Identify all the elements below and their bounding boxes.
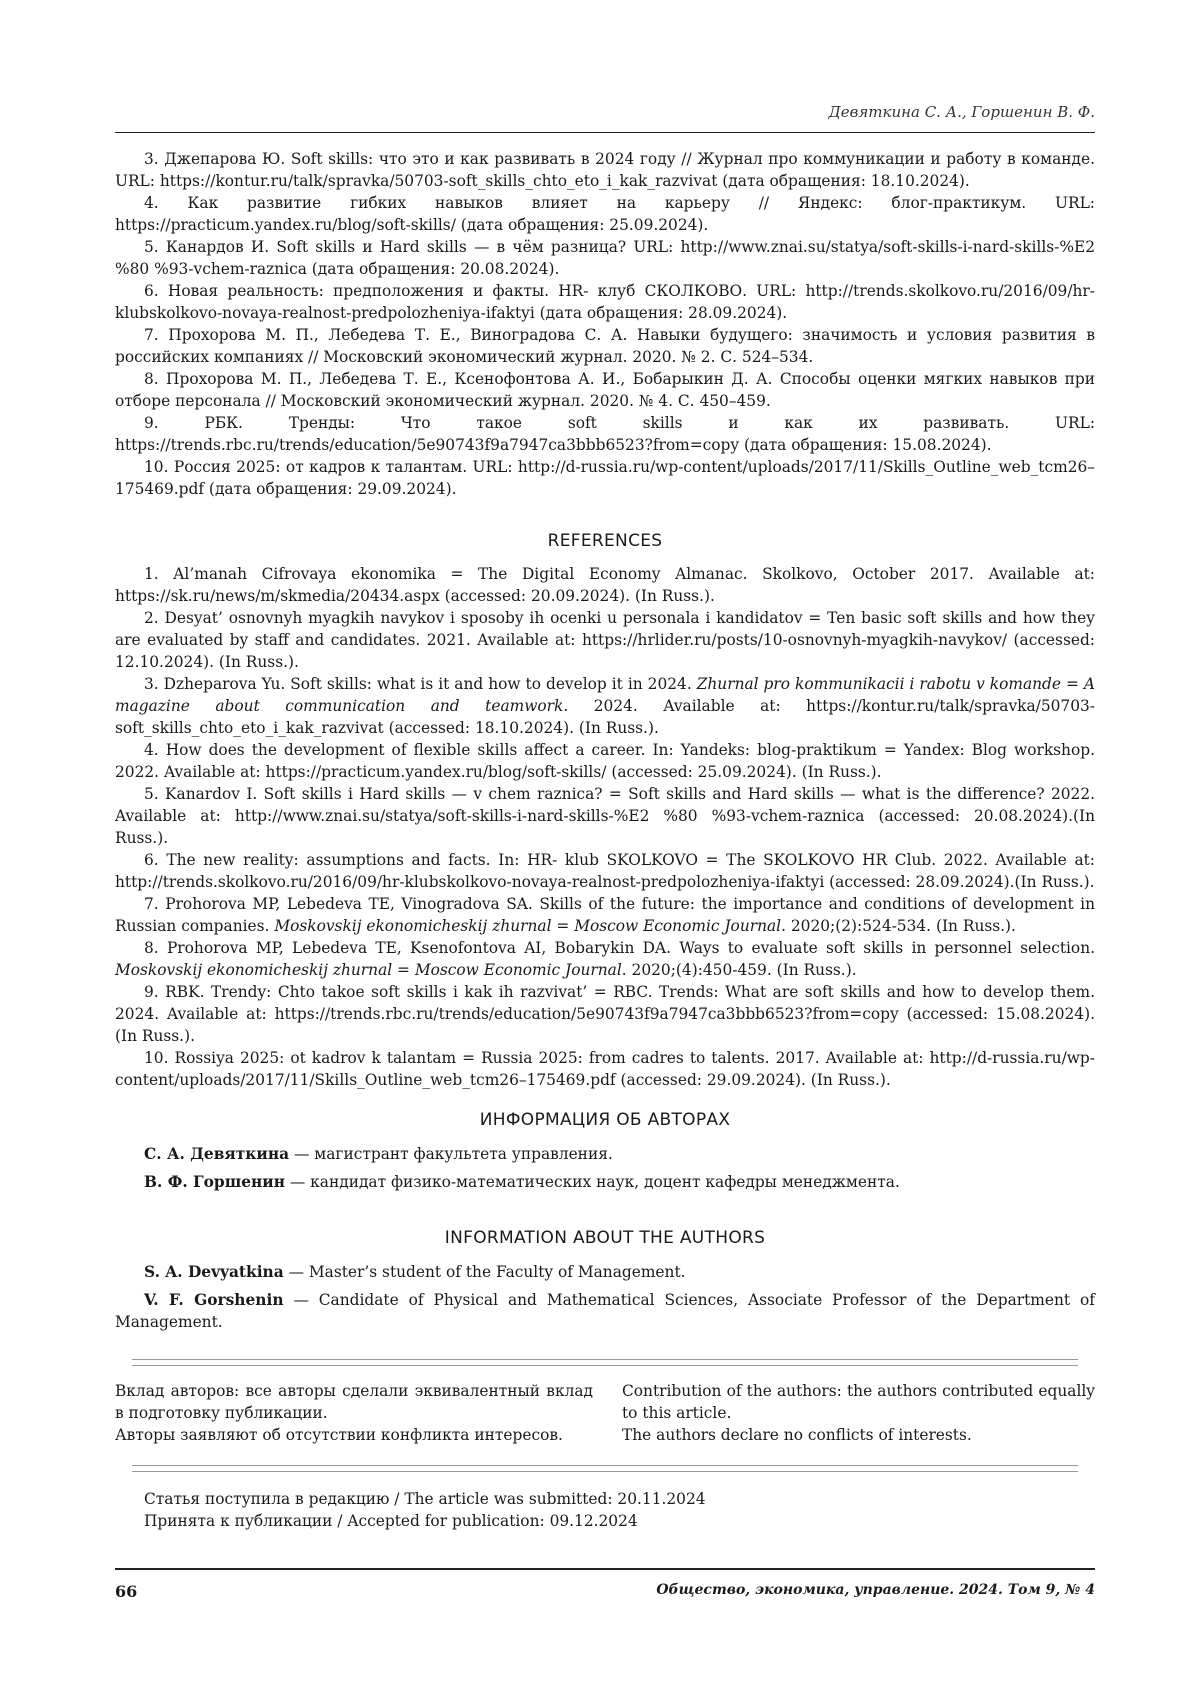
submitted-date: Статья поступила в редакцию / The article was submitted: 20.11.2024: [144, 1490, 706, 1508]
authors-en: [115, 1261, 1095, 1339]
footer-rule: [115, 1568, 1095, 1570]
contribution-en: [622, 1380, 1095, 1446]
contribution-ru-text: Вклад авторов: все авторы сделали эквивалентный вклад в подготовку публикации.: [115, 1382, 593, 1422]
reference-ru-item: 10. Россия 2025: от кадров к талантам. URL: http://d-russia.ru/wp-content/uploads/2017/11/Skills_Outline_web_tcm26–175469.pdf (дата обращения: 29.09.2024).: [115, 458, 1095, 498]
references-en: [115, 563, 1095, 1091]
journal-title: Общество, экономика, управление. 2024. Том 9, № 4: [656, 1582, 1095, 1598]
conflict-en-text: The authors declare no conflicts of interests.: [622, 1426, 972, 1444]
reference-ru-item: 7. Прохорова М. П., Лебедева Т. Е., Виноградова С. А. Навыки будущего: значимость и условия развития в российских компаниях // Московский экономический журнал. 2020. № 2. С. 524–534.: [115, 326, 1095, 366]
contribution-ru: [115, 1380, 593, 1446]
reference-ru-item: 9. РБК. Тренды: Что такое soft skills и как их развивать. URL: https://trends.rbc.ru/trends/education/5e90743f9a7947ca3bbb6523?from=copy (дата обращения: 15.08.2024).: [115, 414, 1095, 454]
reference-ru-item: 8. Прохорова М. П., Лебедева Т. Е., Ксенофонтова А. И., Бобарыкин Д. А. Способы оценки мягких навыков при отборе персонала // Московский экономический журнал. 2020. № 4. С. 450–459.: [115, 370, 1095, 410]
authors-ru-title: ИНФОРМАЦИЯ ОБ АВТОРАХ: [479, 1110, 731, 1130]
author-ru-item: С. А. Девяткина — магистрант факультета управления.: [144, 1145, 613, 1163]
running-head: Девяткина С. А., Горшенин В. Ф.: [828, 103, 1095, 121]
conflict-ru-text: Авторы заявляют об отсутствии конфликта интересов.: [115, 1426, 563, 1444]
reference-ru-item: 6. Новая реальность: предположения и факты. HR- клуб СКОЛКОВО. URL: http://trends.skolkovo.ru/2016/09/hr-klubskolkovo-novaya-realnost-predpolozheniya-ifaktyi (дата обращения: 28.09.2024).: [115, 282, 1095, 322]
references-title: REFERENCES: [547, 531, 663, 551]
reference-en-item: 3. Dzheparova Yu. Soft skills: what is it and how to develop it in 2024. Zhurnal pro kommunikacii i rabotu v komande = A magazine about communication and teamwork. 2024. Available at: https://kontur.ru/talk/spravka/50703-soft_skills_chto_eto_i_kak_razvivat (accessed: 18.10.2024). (In Russ.).: [115, 675, 1095, 737]
reference-ru-item: 5. Канардов И. Soft skills и Hard skills — в чём разница? URL: http://www.znai.su/statya/soft-skills-i-nard-skills-%E2 %80 %93-vchem-raznica (дата обращения: 20.08.2024).: [115, 238, 1095, 278]
authors-ru: [115, 1143, 1095, 1199]
reference-en-item: 5. Kanardov I. Soft skills i Hard skills — v chem raznica? = Soft skills and Hard skills — what is the difference? 2022. Available at: http://www.znai.su/statya/soft-skills-i-nard-skills-%E2 %80 %93-vchem-raznica (accessed: 20.08.2024).(In Russ.).: [115, 785, 1095, 847]
header-rule: [115, 132, 1095, 133]
reference-ru-item: 4. Как развитие гибких навыков влияет на карьеру // Яндекс: блог-практикум. URL: https://practicum.yandex.ru/blog/soft-skills/ (дата обращения: 25.09.2024).: [115, 194, 1095, 234]
reference-en-item: 9. RBK. Trendy: Chto takoe soft skills i kak ih razvivat’ = RBC. Trends: What are soft skills and how to develop them. 2024. Available at: https://trends.rbc.ru/trends/education/5e90743f9a7947ca3bbb6523?from=copy (accessed: 15.08.2024). (In Russ.).: [115, 983, 1095, 1045]
divider: [132, 1465, 1078, 1472]
author-ru-item: В. Ф. Горшенин — кандидат физико-математических наук, доцент кафедры менеджмента.: [144, 1173, 900, 1191]
contribution-en-text: Contribution of the authors: the authors contributed equally to this article.: [622, 1382, 1095, 1422]
authors-en-title: INFORMATION ABOUT THE AUTHORS: [444, 1228, 766, 1248]
reference-en-item: 6. The new reality: assumptions and facts. In: HR- klub SKOLKOVO = The SKOLKOVO HR Club. 2022. Available at: http://trends.skolkovo.ru/2016/09/hr-klubskolkovo-novaya-realnost-predpolozheniya-ifaktyi (accessed: 28.09.2024).(In Russ.).: [115, 851, 1095, 891]
reference-en-item: 2. Desyat’ osnovnyh myagkih navykov i sposoby ih ocenki u personala i kandidatov = Ten basic soft skills and how they are evaluated by staff and candidates. 2021. Available at: https://hrlider.ru/posts/10-osnovnyh-myagkih-navykov/ (accessed: 12.10.2024). (In Russ.).: [115, 609, 1095, 671]
article-dates: [144, 1488, 706, 1532]
author-en-item: V. F. Gorshenin — Candidate of Physical and Mathematical Sciences, Associate Professor of the Department of Management.: [115, 1291, 1095, 1331]
reference-en-item: 7. Prohorova MP, Lebedeva TE, Vinogradova SA. Skills of the future: the importance and conditions of development in Russian companies. Moskovskij ekonomicheskij zhurnal = Moscow Economic Journal. 2020;(2):524-534. (In Russ.).: [115, 895, 1095, 935]
reference-en-item: 4. How does the development of flexible skills affect a career. In: Yandeks: blog-praktikum = Yandex: Blog workshop. 2022. Available at: https://practicum.yandex.ru/blog/soft-skills/ (accessed: 25.09.2024). (In Russ.).: [115, 741, 1095, 781]
reference-en-item: 1. Al’manah Cifrovaya ekonomika = The Digital Economy Almanac. Skolkovo, October 2017. Available at: https://sk.ru/news/m/skmedia/20434.aspx (accessed: 20.09.2024). (In Russ.).: [115, 565, 1095, 605]
author-en-item: S. A. Devyatkina — Master’s student of the Faculty of Management.: [144, 1263, 686, 1281]
reference-ru-item: 3. Джепарова Ю. Soft skills: что это и как развивать в 2024 году // Журнал про коммуникации и работу в команде. URL: https://kontur.ru/talk/spravka/50703-soft_skills_chto_eto_i_kak_razvivat (дата обращения: 18.10.2024).: [115, 150, 1095, 190]
page-number: 66: [115, 1582, 138, 1601]
references-ru: [115, 148, 1095, 500]
reference-en-item: 10. Rossiya 2025: ot kadrov k talantam = Russia 2025: from cadres to talents. 2017. Available at: http://d-russia.ru/wp-content/uploads/2017/11/Skills_Outline_web_tcm26–175469.pdf (accessed: 29.09.2024). (In Russ.).: [115, 1049, 1095, 1089]
divider: [132, 1359, 1078, 1366]
accepted-date: Принята к публикации / Accepted for publication: 09.12.2024: [144, 1512, 638, 1530]
reference-en-item: 8. Prohorova MP, Lebedeva TE, Ksenofontova AI, Bobarykin DA. Ways to evaluate soft skills in personnel selection. Moskovskij ekonomicheskij zhurnal = Moscow Economic Journal. 2020;(4):450-459. (In Russ.).: [115, 939, 1095, 979]
